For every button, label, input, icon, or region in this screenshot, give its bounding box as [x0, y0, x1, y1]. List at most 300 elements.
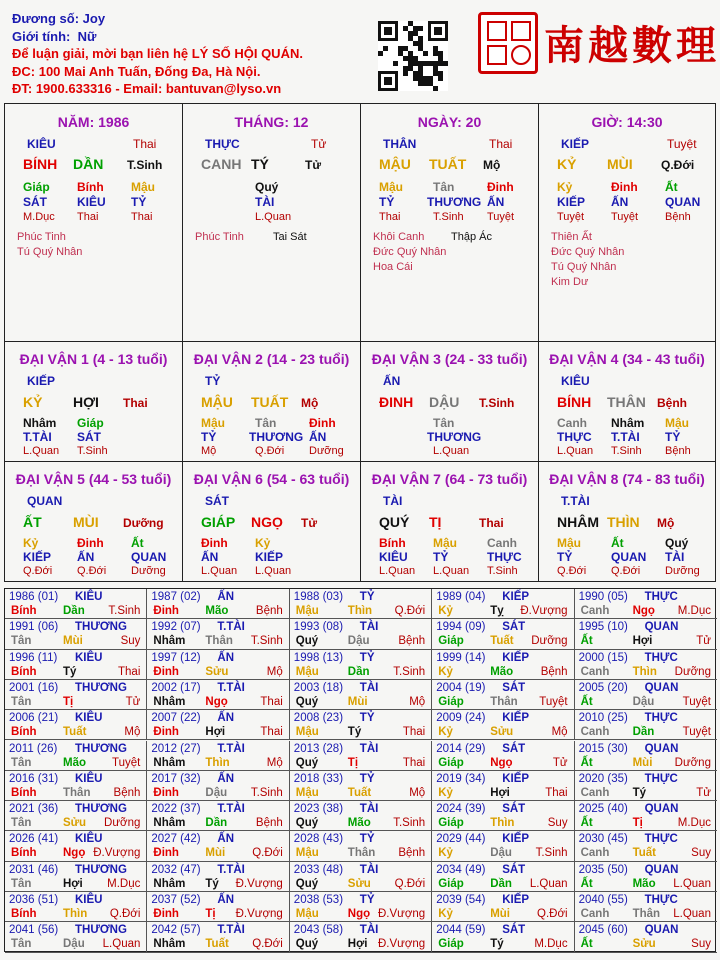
hidden-stem: Tân — [255, 416, 277, 430]
year-stage: Tử — [125, 695, 141, 708]
star-name: Kim Dư — [551, 276, 589, 288]
year-label: 1997 (12) — [151, 651, 201, 664]
star-name: Phúc Tinh — [195, 231, 244, 243]
life-stage: Bệnh — [657, 396, 687, 410]
year-cell — [147, 862, 289, 892]
year-stage: Tử — [696, 786, 711, 799]
hidden-stem: Mậu — [433, 536, 457, 550]
pillar-title: THÁNG: 12 — [234, 114, 309, 130]
year-stage: T.Sinh — [393, 817, 426, 830]
year-label: 2011 (26) — [9, 742, 58, 755]
earth-branch: TỊ — [429, 514, 442, 530]
year-stage: Suy — [691, 847, 711, 860]
dai-van-section — [4, 342, 716, 582]
hidden-stem: Giáp — [77, 416, 104, 430]
ten-god-top: THÂN — [383, 137, 417, 151]
year-branch: Mão — [205, 605, 229, 617]
year-stage: T.Sinh — [393, 665, 426, 678]
year-cell — [575, 892, 717, 922]
year-cell — [290, 680, 432, 710]
year-branch: Tý — [347, 726, 362, 739]
year-stage: Mộ — [266, 665, 283, 678]
year-label: 1998 (13) — [293, 651, 344, 664]
year-stem: Nhâm — [153, 635, 186, 648]
year-stem: Bính — [11, 908, 37, 920]
year-stage: L.Quan — [529, 877, 568, 890]
year-stage: Thai — [402, 726, 426, 739]
year-stage: Đ.Vượng — [93, 847, 141, 860]
year-branch: Thân — [347, 847, 376, 860]
year-branch: Tuất — [632, 847, 657, 860]
year-label: 2015 (30) — [578, 742, 628, 755]
year-ten-god: ẤN — [217, 894, 235, 906]
hidden-ten-god: TỶ — [379, 195, 395, 209]
year-branch: Dần — [347, 665, 370, 678]
year-branch: Tỵ — [490, 605, 504, 617]
year-label: 1988 (03) — [293, 591, 344, 603]
year-label: 2007 (22) — [151, 712, 201, 725]
year-ten-god: ẤN — [217, 772, 235, 785]
year-stage: Thai — [260, 726, 283, 739]
year-label: 2020 (35) — [578, 772, 628, 785]
year-cell — [5, 589, 147, 619]
year-branch: Tuất — [63, 726, 87, 739]
star-name: Phúc Tinh — [17, 231, 66, 243]
year-cell — [147, 741, 289, 771]
ten-god-top: TỶ — [205, 374, 221, 388]
year-stage: Bệnh — [540, 665, 568, 678]
year-ten-god: TỶ — [359, 833, 375, 846]
year-ten-god: SÁT — [502, 681, 526, 694]
hidden-stem: Đinh — [611, 180, 638, 194]
year-stem: Quý — [295, 635, 319, 648]
year-ten-god: TÀI — [359, 742, 379, 755]
year-ten-god: KIẾP — [502, 651, 530, 664]
qr-code-icon — [378, 21, 448, 91]
hidden-stage: Dưỡng — [665, 565, 700, 577]
star-name: Thập Ác — [451, 231, 492, 243]
year-label: 2009 (24) — [436, 712, 486, 725]
year-stem: Kỷ — [438, 908, 453, 920]
year-stage: Thai — [118, 665, 141, 678]
hidden-stem: Canh — [557, 416, 587, 430]
year-stage: Suy — [691, 938, 711, 951]
year-branch: Sửu — [347, 877, 371, 890]
year-ten-god: QUAN — [644, 681, 679, 694]
year-cell — [432, 862, 574, 892]
heaven-stem: NHÂM — [557, 514, 599, 530]
year-branch: Ngọ — [205, 695, 228, 708]
year-label: 2008 (23) — [293, 712, 344, 725]
year-stem: Giáp — [438, 695, 464, 708]
year-stage: Q.Đới — [109, 908, 141, 920]
year-cell — [575, 771, 717, 801]
hidden-ten-god: ẤN — [487, 195, 505, 209]
year-ten-god: KIÊU — [75, 651, 103, 664]
year-stage: Đ.Vượng — [520, 605, 568, 617]
heaven-stem: CANH — [201, 156, 242, 172]
year-cell — [575, 680, 717, 710]
year-stage: Mộ — [266, 756, 283, 769]
year-cell — [575, 922, 717, 952]
year-label: 1999 (14) — [436, 651, 486, 664]
year-cell — [575, 801, 717, 831]
year-stage: Đ.Vượng — [235, 877, 283, 890]
year-ten-god: ẤN — [217, 712, 235, 725]
year-stem: Nhâm — [153, 877, 186, 890]
life-stage: Thai — [479, 516, 504, 530]
year-stage: Q.Đới — [394, 605, 426, 617]
year-stem: Tân — [11, 756, 32, 769]
year-label: 1987 (02) — [151, 591, 201, 603]
year-branch: Tý — [63, 665, 77, 678]
year-cell — [147, 801, 289, 831]
ten-god-top: QUAN — [27, 494, 63, 508]
year-label: 2041 (56) — [9, 924, 59, 937]
year-stage: Mộ — [409, 786, 426, 799]
hidden-stage: Tuyệt — [611, 211, 639, 223]
year-label: 1991 (06) — [9, 621, 59, 634]
year-branch: Tý — [490, 938, 504, 951]
year-label: 2001 (16) — [9, 681, 59, 694]
year-cell — [290, 619, 432, 649]
year-label: 2018 (33) — [293, 772, 344, 785]
dai-van-cell — [183, 462, 361, 582]
year-cell — [290, 922, 432, 952]
year-cell — [147, 619, 289, 649]
year-label: 2045 (60) — [578, 924, 628, 937]
year-ten-god: TỶ — [359, 772, 375, 785]
hidden-stem: Quý — [255, 180, 279, 194]
year-cell — [290, 589, 432, 619]
year-stem: Đinh — [153, 847, 179, 860]
year-stage: T.Sinh — [250, 786, 283, 799]
year-branch: Tý — [205, 877, 219, 890]
pillars-section — [4, 103, 716, 343]
year-stem: Kỷ — [438, 786, 453, 799]
year-label: 2022 (37) — [151, 803, 201, 816]
year-branch: Tuất — [205, 938, 229, 951]
year-cell — [432, 650, 574, 680]
hidden-ten-god: T.TÀI — [23, 430, 52, 444]
year-branch: Ngọ — [63, 847, 86, 860]
year-branch: Hợi — [490, 786, 510, 799]
hidden-ten-god: TỶ — [131, 195, 147, 209]
year-stage: Bệnh — [113, 786, 141, 799]
hidden-stage: M.Dục — [23, 211, 55, 223]
year-cell — [5, 801, 147, 831]
year-stage: Thai — [260, 695, 283, 708]
year-ten-god: TỶ — [359, 712, 375, 725]
ten-god-top: THỰC — [205, 137, 240, 151]
header-info — [12, 10, 303, 98]
year-stem: Quý — [295, 817, 319, 830]
year-ten-god: QUAN — [644, 863, 679, 876]
hidden-stage: L.Quan — [201, 565, 238, 577]
year-ten-god: THỰC — [644, 772, 678, 785]
year-stem: Nhâm — [153, 695, 186, 708]
year-branch: Dậu — [490, 847, 512, 860]
hidden-stage: L.Quan — [433, 445, 470, 457]
year-ten-god: SÁT — [502, 924, 526, 937]
hidden-stem: Bính — [379, 536, 406, 550]
pillar-title: GIỜ: 14:30 — [591, 114, 663, 130]
year-branch: Dần — [63, 605, 85, 617]
year-stage: M.Dục — [107, 877, 141, 890]
top-state: Thai — [133, 137, 157, 151]
year-stem: Ất — [580, 695, 593, 708]
year-branch: Tuất — [347, 786, 372, 799]
year-cell — [147, 771, 289, 801]
hidden-ten-god: TÀI — [665, 550, 685, 564]
year-branch: Thân — [63, 786, 91, 799]
year-stem: Canh — [580, 908, 610, 920]
year-label: 2034 (49) — [436, 863, 486, 876]
year-stage: Tuyệt — [112, 756, 141, 769]
year-label: 2004 (19) — [436, 681, 486, 694]
year-stem: Ất — [580, 877, 593, 890]
life-stage: Mộ — [483, 158, 501, 172]
top-state: Thai — [489, 137, 513, 151]
year-branch: Hợi — [347, 938, 368, 951]
year-cell — [5, 831, 147, 861]
year-ten-god: KIẾP — [502, 894, 530, 906]
year-branch: Mùi — [63, 635, 83, 648]
hidden-stem: Mậu — [379, 180, 403, 194]
year-ten-god: KIÊU — [75, 712, 103, 725]
dai-van-cell — [539, 342, 715, 462]
year-branch: Thìn — [347, 605, 373, 617]
pillar-cell — [361, 104, 539, 342]
hidden-stem: Quý — [665, 536, 689, 550]
earth-branch: THÌN — [607, 514, 640, 530]
year-label: 2029 (44) — [436, 833, 486, 846]
life-stage: Tử — [301, 516, 318, 530]
year-label: 2032 (47) — [151, 863, 201, 876]
subject-name: Đương số: Joy — [12, 11, 106, 26]
year-stem: Bính — [11, 665, 37, 678]
hidden-stem: Đinh — [309, 416, 336, 430]
year-stage: Bệnh — [398, 635, 426, 648]
year-ten-god: TÀI — [359, 621, 379, 634]
hidden-stem: Tân — [433, 180, 455, 194]
year-stem: Quý — [295, 938, 319, 951]
year-cell — [5, 771, 147, 801]
year-label: 1994 (09) — [436, 621, 486, 634]
year-label: 1989 (04) — [436, 591, 486, 603]
year-ten-god: KIẾP — [502, 833, 530, 846]
year-stem: Đinh — [153, 605, 179, 617]
year-cell — [575, 650, 717, 680]
earth-branch: MÙI — [73, 514, 99, 530]
year-label: 2003 (18) — [293, 681, 344, 694]
ten-god-top: SÁT — [205, 494, 229, 508]
year-stage: Mộ — [409, 695, 426, 708]
year-cell — [147, 589, 289, 619]
hidden-stem: Ất — [611, 536, 624, 550]
year-stage: Bệnh — [255, 817, 283, 830]
year-stem: Quý — [295, 877, 319, 890]
year-ten-god: TỶ — [359, 894, 375, 906]
gender-row: Giới tính: Nữ — [12, 28, 97, 44]
year-label: 2042 (57) — [151, 924, 201, 937]
year-stem: Canh — [580, 847, 610, 860]
year-cell — [432, 771, 574, 801]
year-label: 2026 (41) — [9, 833, 59, 846]
year-ten-god: THƯƠNG — [75, 681, 127, 694]
life-stage: Thai — [123, 396, 148, 410]
year-stem: Quý — [295, 695, 319, 708]
year-ten-god: ẤN — [217, 651, 235, 664]
year-cell — [575, 741, 717, 771]
year-stem: Nhâm — [153, 938, 186, 951]
year-ten-god: TÀI — [359, 924, 379, 937]
hidden-stem: Mậu — [201, 416, 225, 430]
year-label: 2006 (21) — [9, 712, 59, 725]
hidden-ten-god: ẤN — [77, 550, 95, 564]
year-label: 2000 (15) — [578, 651, 628, 664]
year-branch: Dậu — [205, 786, 228, 799]
year-cell — [147, 922, 289, 952]
year-stem: Canh — [580, 726, 610, 739]
year-label: 2039 (54) — [436, 894, 486, 906]
year-stem: Canh — [580, 786, 610, 799]
year-stage: M.Dục — [677, 605, 711, 617]
year-branch: Mão — [63, 756, 86, 769]
year-cell — [575, 862, 717, 892]
year-ten-god: T.TÀI — [217, 803, 245, 816]
hidden-stage: Dưỡng — [131, 565, 166, 577]
year-ten-god: SÁT — [502, 742, 526, 755]
pillar-title: NGÀY: 20 — [417, 114, 482, 130]
hidden-ten-god: THỰC — [487, 550, 522, 564]
hidden-stage: L.Quan — [433, 565, 470, 577]
year-stage: Đ.Vượng — [235, 908, 283, 920]
year-ten-god: THỰC — [644, 833, 678, 846]
year-branch: Tị — [63, 695, 74, 708]
year-label: 2031 (46) — [9, 863, 59, 876]
life-stage: Q.Đới — [661, 158, 695, 172]
year-branch: Sửu — [490, 726, 514, 739]
hidden-stem: Bính — [77, 180, 104, 194]
year-ten-god: T.TÀI — [217, 681, 245, 694]
top-state: Tuyệt — [667, 137, 697, 151]
heaven-stem: BÍNH — [557, 394, 592, 410]
ten-god-top: ẤN — [383, 374, 401, 388]
year-cell — [5, 862, 147, 892]
hidden-stage: Bệnh — [665, 445, 691, 457]
year-ten-god: KIÊU — [75, 894, 103, 906]
hidden-stage: Q.Đới — [557, 565, 587, 577]
year-ten-god: SÁT — [502, 803, 526, 816]
year-label: 2036 (51) — [9, 894, 59, 906]
year-stage: Mộ — [551, 726, 568, 739]
hidden-stage: T.Sinh — [611, 445, 642, 457]
year-stage: L.Quan — [673, 908, 711, 920]
year-branch: Thân — [205, 635, 233, 648]
year-stage: Suy — [547, 817, 568, 830]
hidden-stage: Mộ — [201, 445, 217, 457]
hidden-stem: Tân — [433, 416, 455, 430]
year-stem: Canh — [580, 605, 610, 617]
hidden-ten-god: SÁT — [77, 430, 101, 444]
year-stem: Tân — [11, 635, 32, 648]
hidden-stem: Ất — [131, 536, 144, 550]
hidden-stem: Kỷ — [23, 536, 39, 550]
ten-god-top: TÀI — [383, 494, 403, 508]
year-cell — [290, 741, 432, 771]
contact-line-3: ĐT: 1900.633316 - Email: bantuvan@lyso.vn — [12, 81, 282, 96]
year-ten-god: THƯƠNG — [75, 863, 127, 876]
hidden-stage: Bệnh — [665, 211, 691, 223]
year-ten-god: THƯƠNG — [75, 924, 127, 937]
hidden-ten-god: THƯƠNG — [249, 430, 304, 444]
dai-van-title: ĐẠI VẬN 2 (14 - 23 tuổi) — [193, 351, 350, 367]
year-label: 2040 (55) — [578, 894, 628, 906]
life-stage: Mộ — [301, 396, 319, 410]
year-stem: Ất — [580, 817, 593, 830]
star-name: Tú Quý Nhân — [551, 261, 617, 273]
year-stage: Q.Đới — [394, 877, 426, 890]
year-ten-god: QUAN — [644, 803, 679, 816]
top-state: Tử — [311, 137, 327, 151]
year-label: 2014 (29) — [436, 742, 486, 755]
hidden-stem: Đinh — [201, 536, 228, 550]
year-stem: Đinh — [153, 908, 179, 920]
year-stem: Nhâm — [153, 756, 186, 769]
year-label: 2033 (48) — [293, 863, 344, 876]
year-branch: Mùi — [205, 847, 226, 860]
ten-god-top: T.TÀI — [561, 494, 590, 508]
year-label: 2025 (40) — [578, 803, 628, 816]
year-stage: T.Sinh — [250, 635, 283, 648]
year-stem: Giáp — [438, 635, 464, 648]
hidden-ten-god: T.TÀI — [611, 430, 640, 444]
year-ten-god: T.TÀI — [217, 924, 245, 937]
heaven-stem: MẬU — [201, 394, 233, 410]
year-branch: Tị — [205, 908, 216, 920]
year-stage: Đ.Vượng — [377, 938, 426, 951]
ten-god-top: KIÊU — [561, 374, 590, 388]
hidden-stage: L.Quan — [379, 565, 416, 577]
hidden-stem: Mậu — [665, 416, 689, 430]
year-ten-god: KIÊU — [75, 772, 103, 785]
hidden-stage: T.Sinh — [487, 565, 518, 577]
hidden-stage: T.Sinh — [77, 445, 108, 457]
hidden-stem: Nhâm — [23, 416, 57, 430]
year-label: 2002 (17) — [151, 681, 201, 694]
year-branch: Tị — [347, 756, 359, 769]
hidden-stem: Ất — [665, 180, 678, 194]
year-cell — [575, 589, 717, 619]
life-stage: Dưỡng — [123, 516, 164, 530]
heaven-stem: KỶ — [557, 156, 577, 172]
dai-van-cell — [539, 462, 715, 582]
hidden-stem: Kỷ — [557, 180, 573, 194]
year-label: 1986 (01) — [9, 591, 59, 603]
dai-van-title: ĐẠI VẬN 8 (74 - 83 tuổi) — [549, 471, 705, 487]
hidden-ten-god: THỰC — [557, 430, 592, 444]
year-cell — [290, 892, 432, 922]
year-cell — [575, 710, 717, 740]
ten-god-top: KIẾP — [561, 137, 590, 151]
star-name: Đức Quý Nhân — [373, 246, 447, 258]
year-cell — [5, 892, 147, 922]
hidden-ten-god: ẤN — [611, 195, 629, 209]
hidden-stage: L.Quan — [255, 211, 292, 223]
pillar-cell — [539, 104, 715, 342]
hidden-ten-god: TỶ — [201, 430, 217, 444]
